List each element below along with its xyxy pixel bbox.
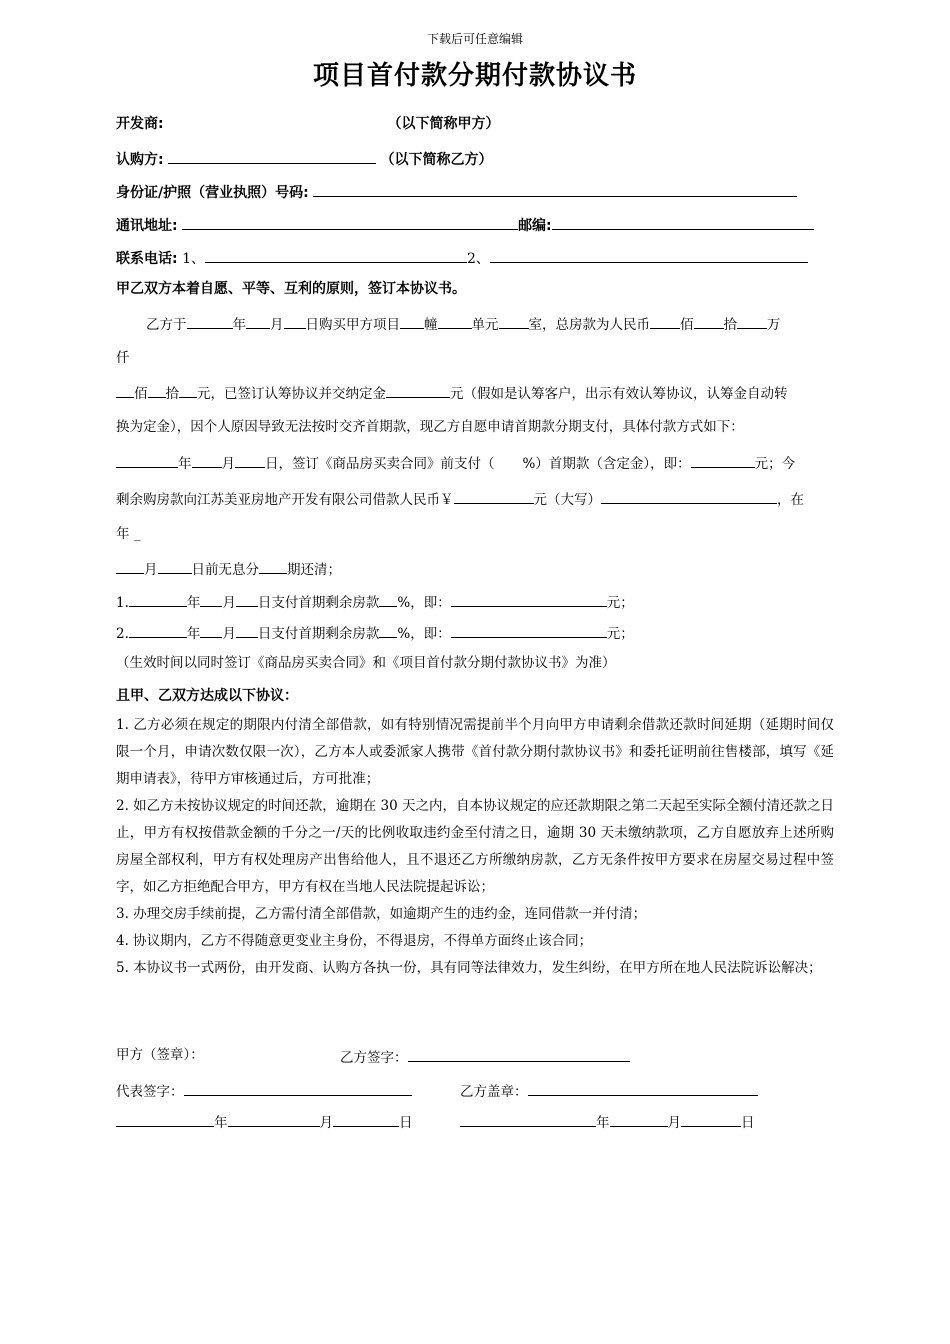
month-blank[interactable] [200, 621, 222, 638]
month-blank[interactable] [192, 451, 222, 468]
building-blank[interactable] [400, 312, 424, 329]
text: （生效时间以同时签订《商品房买卖合同》和《项目首付款分期付款协议书》为准） [116, 655, 616, 671]
text: %，即： [397, 595, 451, 611]
text: 元； [606, 595, 634, 611]
text: 月 [270, 317, 284, 333]
text: 年 [178, 456, 192, 472]
text: 拾 [723, 317, 737, 333]
text: 乙方于 [146, 317, 187, 333]
text: 月 [222, 626, 236, 642]
buyer-label: 认购方: [116, 152, 164, 168]
text: 室，总房款为人民币 [528, 317, 650, 333]
text: 月 [667, 1115, 681, 1131]
clause-item: 5. 本协议书一式两份，由开发商、认购方各执一份，具有同等法律效力，发生纠纷，在甲方所在地人民法院诉讼解决； [116, 960, 822, 976]
text: 期还清； [287, 562, 341, 578]
amount-blank[interactable] [694, 312, 724, 329]
clause-list [116, 712, 834, 982]
document-title: 项目首付款分期付款协议书 [312, 61, 637, 91]
year-blank[interactable] [129, 590, 187, 607]
phone-2-label: 2、 [466, 251, 490, 267]
text: 元；今 [754, 456, 796, 472]
principle-text: 甲乙双方本着自愿、平等、互利的原则，签订本协议书。 [116, 281, 466, 297]
effective-note [116, 653, 616, 673]
text: 仟 [116, 350, 130, 366]
date-row-b [460, 1110, 755, 1133]
month-blank[interactable] [610, 1110, 668, 1127]
rep-sign-label: 代表签字： [116, 1084, 184, 1100]
postcode-field[interactable] [552, 213, 814, 230]
developer-label: 开发商: [116, 116, 164, 132]
address-line [116, 213, 814, 236]
developer-suffix: （以下简称甲方） [387, 116, 500, 132]
id-label: 身份证/护照（营业执照）号码: [116, 185, 309, 201]
day-blank[interactable] [235, 451, 265, 468]
developer-line [116, 114, 500, 134]
text: 换为定金），因个人原因导致无法按时交齐首期款，现乙方自愿申请首期款分期支付，具体付款方式如下： [116, 419, 744, 435]
month-blank[interactable] [200, 590, 222, 607]
text: 年 [214, 1115, 228, 1131]
address-label: 通讯地址: [116, 218, 178, 234]
text: 剩余购房款向江苏美亚房地产开发有限公司借款人民币￥ [116, 492, 454, 508]
month-blank[interactable] [246, 312, 270, 329]
amount-blank[interactable] [737, 312, 767, 329]
party-b-sign-label: 乙方签字： [340, 1050, 408, 1066]
text: 年 [186, 626, 201, 642]
text: %，即： [397, 626, 451, 642]
deposit-blank[interactable] [386, 381, 450, 398]
text: 年 [232, 317, 246, 333]
amount-blank[interactable] [148, 381, 166, 398]
party-b-seal-row [460, 1079, 758, 1102]
text: 元，已签订认筹协议并交纳定金 [197, 386, 386, 402]
text: 月 [222, 595, 236, 611]
day-blank[interactable] [333, 1110, 399, 1127]
buyer-line [116, 147, 493, 170]
text: 月 [319, 1115, 333, 1131]
party-b-sign-field[interactable] [408, 1045, 630, 1062]
amount-blank[interactable] [116, 381, 134, 398]
installment-2 [116, 621, 634, 644]
year-blank[interactable] [460, 1110, 596, 1127]
date-row-a [116, 1110, 413, 1133]
text: 元； [606, 626, 634, 642]
clause-item: 3. 办理交房手续前提，乙方需付清全部借款，如逾期产生的违约金，连同借款一并付清； [116, 906, 647, 922]
month-blank[interactable] [228, 1110, 320, 1127]
text: 年 [596, 1115, 610, 1131]
text: 拾 [165, 386, 179, 402]
clause-item: 4. 协议期内，乙方不得随意更变业主身份，不得退房，不得单方面终止该合同； [116, 933, 593, 949]
text: 月 [144, 562, 158, 578]
day-blank[interactable] [236, 590, 258, 607]
party-b-sign-row [340, 1045, 630, 1068]
amount-blank[interactable] [451, 590, 607, 607]
loan-amount-words-blank[interactable] [601, 487, 777, 504]
text: 单元 [471, 317, 499, 333]
text: %）首期款（含定金），即： [522, 456, 691, 472]
text: 万 [767, 317, 781, 333]
header-note: 下载后可任意编辑 [426, 32, 523, 46]
signature-row-1 [116, 1045, 204, 1065]
purchase-line-3 [116, 417, 744, 437]
amount-blank[interactable] [451, 621, 607, 638]
text: 日支付首期剩余房款 [257, 626, 380, 642]
text: ，在 [777, 492, 804, 508]
purchase-line-7 [116, 557, 341, 580]
buyer-field[interactable] [168, 147, 376, 164]
text: 日支付首期剩余房款 [257, 595, 380, 611]
phone-1-field[interactable] [205, 246, 467, 263]
installment-count-blank[interactable] [259, 557, 287, 574]
text: 1. [116, 595, 129, 611]
buyer-suffix: （以下简称乙方） [380, 152, 493, 168]
year-blank[interactable] [187, 312, 233, 329]
percent-blank[interactable] [379, 621, 397, 638]
rep-sign-field[interactable] [184, 1079, 412, 1096]
text: 年 _ [116, 526, 141, 542]
party-b-seal-field[interactable] [528, 1079, 758, 1096]
purchase-line-5 [116, 487, 804, 510]
text: 日前无息分 [191, 562, 259, 578]
purchase-line-2 [116, 381, 788, 404]
day-blank[interactable] [284, 312, 306, 329]
text: 佰 [134, 386, 148, 402]
text: 元（假如是认筹客户，出示有效认筹协议，认筹金自动转 [450, 386, 788, 402]
installment-1 [116, 590, 634, 613]
purchase-line-1b [116, 348, 130, 368]
agreement-heading [116, 686, 298, 706]
year-blank[interactable] [116, 451, 178, 468]
loan-amount-blank[interactable] [454, 487, 534, 504]
year-blank[interactable] [116, 1110, 214, 1127]
phone-2-field[interactable] [490, 246, 808, 263]
day-blank[interactable] [236, 621, 258, 638]
principle-line [116, 279, 466, 299]
address-field[interactable] [182, 213, 518, 230]
day-blank[interactable] [158, 557, 192, 574]
amount-blank[interactable] [691, 451, 755, 468]
text: 日 [741, 1115, 755, 1131]
clause-item: 1. 乙方必须在规定的期限内付清全部借款，如有特别情况需提前半个月向甲方申请剩余借款还款时间延期（延期时间仅限一个月，申请次数仅限一次），乙方本人或委派家人携带《首付款分期付款协议书》和委托证明前往售楼部，填写《延期申请表》，待甲方审核通过后，方可批准； [116, 717, 834, 787]
text: 佰 [680, 317, 694, 333]
clause-item: 2. 如乙方未按协议规定的时间还款，逾期在 30 天之内，自本协议规定的应还款期限之第二天起至实际全额付清还款之日止，甲方有权按借款金额的千分之一/天的比例收取违约金至付清之日，逾期 30 天未缴纳款项，乙方自愿放弃上述所购房屋全部权利，甲方有权处理房产出售给他人，且不退还乙方所缴纳房款，乙方无条件按甲方要求在房屋交易过程中签字，如乙方拒绝配合甲方，甲方有权在当地人民法院提起诉讼； [116, 798, 834, 895]
rep-sign-row [116, 1079, 412, 1102]
id-field[interactable] [313, 180, 797, 197]
party-a-seal-label: 甲方（签章）： [116, 1047, 204, 1063]
phone-line [116, 246, 808, 269]
day-blank[interactable] [681, 1110, 741, 1127]
party-b-seal-label: 乙方盖章： [460, 1084, 528, 1100]
percent-blank[interactable] [379, 590, 397, 607]
text: 月 [221, 456, 235, 472]
year-blank[interactable] [129, 621, 187, 638]
purchase-line-6 [116, 524, 141, 544]
postcode-label: 邮编: [518, 218, 552, 234]
month-blank[interactable] [116, 557, 144, 574]
text: 且甲、乙双方达成以下协议： [116, 688, 298, 704]
text: 日 [399, 1115, 413, 1131]
unit-blank[interactable] [438, 312, 472, 329]
text: 2. [116, 626, 129, 642]
amount-blank[interactable] [650, 312, 680, 329]
text: 幢 [424, 317, 438, 333]
amount-blank[interactable] [179, 381, 197, 398]
text: 日，签订《商品房买卖合同》前支付（ [265, 456, 495, 472]
phone-label: 联系电话: [116, 251, 178, 267]
room-blank[interactable] [499, 312, 529, 329]
purchase-line-1 [146, 312, 781, 335]
phone-1-label: 1、 [182, 251, 205, 267]
text: 日购买甲方项目 [305, 317, 400, 333]
text: 元（大写） [533, 492, 601, 508]
text: 年 [186, 595, 201, 611]
id-line [116, 180, 797, 203]
purchase-line-4 [116, 451, 795, 474]
